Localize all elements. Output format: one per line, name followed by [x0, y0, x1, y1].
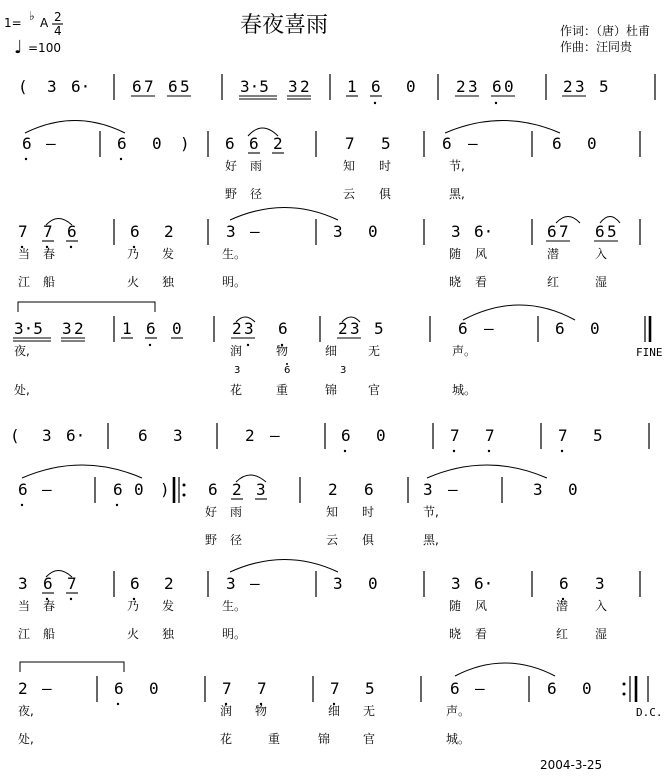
lyric: 随	[449, 599, 462, 613]
quarter-note-icon: ♩	[14, 37, 23, 58]
tempo-value: =100	[28, 41, 61, 55]
note: 3	[18, 574, 28, 593]
lyric: 红	[547, 275, 560, 289]
lyric: 发	[162, 247, 175, 261]
note: 6·	[66, 426, 86, 445]
note: 6	[43, 574, 53, 593]
lyric: 润	[220, 704, 233, 718]
lyric: 云	[326, 533, 339, 547]
note: 6·	[474, 574, 494, 593]
lyric: 生。	[222, 599, 247, 613]
fine-mark: FINE	[636, 346, 663, 359]
note: 7	[222, 679, 232, 698]
lyric: 云	[343, 187, 356, 201]
note: –	[250, 222, 260, 241]
note: 0	[587, 134, 597, 153]
note: 6	[595, 222, 605, 241]
note: 6	[114, 679, 124, 698]
key-flat: ♭	[29, 9, 35, 23]
lyric: 重	[276, 383, 289, 397]
note: 3	[226, 574, 236, 593]
note: 3	[226, 222, 236, 241]
note: 0	[152, 134, 162, 153]
note: 3	[256, 480, 266, 499]
lyric: 重	[268, 732, 281, 746]
score-line-3	[18, 208, 640, 290]
note: 2	[273, 134, 283, 153]
note: (	[10, 426, 20, 445]
lyric: 夜,	[14, 344, 30, 358]
lyric: 雨	[250, 159, 263, 173]
time-signature-top: 2	[54, 10, 62, 24]
note: 6·	[474, 222, 494, 241]
note: 6	[67, 222, 77, 241]
note: 6	[22, 134, 32, 153]
note: 3	[288, 77, 298, 96]
note: 0	[590, 319, 600, 338]
note: 0	[134, 480, 144, 499]
note: 6	[225, 134, 235, 153]
lyric: 知	[326, 505, 339, 519]
note: 5	[593, 426, 603, 445]
note: 6	[113, 480, 123, 499]
lyric: 细	[328, 704, 341, 718]
lyric: 物	[255, 704, 268, 718]
note: 7	[558, 426, 568, 445]
note: 2	[338, 319, 348, 338]
note: 0	[368, 574, 378, 593]
lyric: 发	[162, 599, 175, 613]
lyric: 看	[475, 275, 488, 289]
note: 2	[328, 480, 338, 499]
note: 6	[371, 77, 381, 96]
lyric: 花	[230, 383, 243, 397]
note: 6	[130, 574, 140, 593]
note: 7	[559, 222, 569, 241]
lyric: 独	[162, 627, 175, 641]
note: 3	[350, 319, 360, 338]
lyric: 看	[475, 627, 488, 641]
lyric: 船	[43, 627, 56, 641]
note: 0	[376, 426, 386, 445]
note: 6	[117, 134, 127, 153]
dc-mark: D.C.	[636, 706, 663, 719]
note: 3	[423, 480, 433, 499]
lyric: 乃	[127, 247, 140, 261]
note: )	[160, 480, 170, 499]
note: 7	[330, 679, 340, 698]
note: 7	[257, 679, 267, 698]
note: 6	[458, 319, 468, 338]
note: 7	[485, 426, 495, 445]
note: 5	[607, 222, 617, 241]
lyric: 无	[363, 704, 376, 718]
lyric: 节,	[449, 159, 465, 173]
note: 2	[74, 319, 84, 338]
note: 6	[168, 77, 178, 96]
note: 0	[568, 480, 578, 499]
note: 7	[450, 426, 460, 445]
lyric: 处,	[14, 383, 30, 397]
lyric: 处,	[18, 732, 34, 746]
note: 0	[172, 319, 182, 338]
note: 2	[18, 679, 28, 698]
score-line-4	[13, 302, 663, 397]
note: 0	[582, 679, 592, 698]
note: –	[42, 480, 52, 499]
lyric: 野	[205, 533, 218, 547]
note: 6	[249, 134, 259, 153]
note: 3	[575, 77, 585, 96]
lyric: 湿	[595, 275, 608, 289]
lyric: 火	[127, 627, 140, 641]
note: 1	[347, 77, 357, 96]
note: 3	[244, 319, 254, 338]
lyric: 随	[449, 247, 462, 261]
lyric: 湿	[595, 627, 608, 641]
key-prefix: 1=	[4, 16, 22, 30]
lyric: 乃	[127, 599, 140, 613]
note: 3	[595, 574, 605, 593]
note: 7	[345, 134, 355, 153]
lyric: 野	[225, 187, 238, 201]
lyric: 春	[43, 247, 56, 261]
lyric: 声。	[452, 344, 477, 358]
note: 3·5	[240, 77, 269, 96]
note: 6	[492, 77, 502, 96]
lyric: 夜,	[18, 704, 34, 718]
note: –	[448, 480, 458, 499]
key-letter: A	[40, 16, 49, 30]
lyric: 时	[362, 505, 375, 519]
lyric: 时	[379, 159, 392, 173]
lyric: 城。	[452, 383, 477, 397]
date-stamp: 2004-3-25	[540, 758, 603, 772]
note: –	[270, 426, 280, 445]
lyric: 声。	[446, 704, 471, 718]
lyric: 江	[18, 627, 31, 641]
note: 5	[374, 319, 384, 338]
note: 6	[130, 222, 140, 241]
note: 6	[552, 134, 562, 153]
lyric: 好	[225, 159, 238, 173]
lyric: 节,	[423, 505, 439, 519]
note: 0	[406, 77, 416, 96]
score-line-1	[18, 74, 655, 104]
note: 3	[62, 319, 72, 338]
lyric: 润	[230, 344, 243, 358]
lyricist: 作词：（唐）杜甫	[560, 24, 651, 38]
note: 7	[144, 77, 154, 96]
note: 2	[563, 77, 573, 96]
lyric: 知	[343, 159, 356, 173]
note: 6	[450, 679, 460, 698]
note: 3	[533, 480, 543, 499]
note: 3	[468, 77, 478, 96]
lyric: 径	[250, 187, 263, 201]
lyric: 晓	[449, 627, 462, 641]
note: 0	[149, 679, 159, 698]
lyric: 风	[475, 599, 488, 613]
note: 6	[146, 319, 156, 338]
harmony-note: 3	[340, 365, 347, 376]
note: )	[180, 134, 190, 153]
note: –	[42, 679, 52, 698]
note: –	[475, 679, 485, 698]
note: 7	[18, 222, 28, 241]
score-line-8	[18, 662, 663, 746]
note: 0	[504, 77, 514, 96]
note: 3	[42, 426, 52, 445]
note: 6	[341, 426, 351, 445]
lyric: 无	[368, 344, 381, 358]
note: 6	[132, 77, 142, 96]
note: 3	[333, 222, 343, 241]
note: 3	[451, 222, 461, 241]
composer: 作曲：汪同贵	[560, 40, 633, 54]
note: 6	[278, 319, 288, 338]
lyric: 细	[325, 344, 338, 358]
time-signature-bottom: 4	[54, 24, 62, 38]
lyric: 当	[18, 247, 31, 261]
lyric: 径	[230, 533, 243, 547]
lyric: 官	[363, 732, 376, 746]
score-line-5	[10, 423, 649, 452]
lyric: 生。	[222, 247, 247, 261]
note: 7	[67, 574, 77, 593]
note: 3·5	[14, 319, 43, 338]
lyric: 好	[205, 505, 218, 519]
note: –	[468, 134, 478, 153]
lyric: 官	[368, 383, 381, 397]
note: 2	[245, 426, 255, 445]
lyric: 雨	[230, 505, 243, 519]
lyric: 俱	[379, 187, 392, 201]
note: 1	[122, 319, 132, 338]
note: 3	[47, 77, 57, 96]
lyric: 明。	[222, 275, 247, 289]
lyric: 锦	[318, 732, 331, 746]
lyric: 黑,	[423, 533, 439, 547]
note: 7	[43, 222, 53, 241]
lyric: 潜	[556, 599, 569, 613]
note: 0	[368, 222, 378, 241]
note: 6	[547, 222, 557, 241]
score-line-2	[22, 121, 640, 202]
note: 2	[164, 574, 174, 593]
note: 6	[364, 480, 374, 499]
lyric: 俱	[362, 533, 375, 547]
note: –	[250, 574, 260, 593]
note: 6	[18, 480, 28, 499]
note: 2	[232, 319, 242, 338]
lyric: 物	[276, 344, 289, 358]
header	[4, 9, 650, 58]
note: 3	[333, 574, 343, 593]
note: 5	[599, 77, 609, 96]
lyric: 独	[162, 275, 175, 289]
lyric: 春	[43, 599, 56, 613]
note: 5	[180, 77, 190, 96]
lyric: 黑,	[449, 187, 465, 201]
lyric: 红	[556, 627, 569, 641]
lyric: 入	[595, 247, 608, 261]
note: 6	[208, 480, 218, 499]
lyric: 火	[127, 275, 140, 289]
note: 2	[232, 480, 242, 499]
lyric: 船	[43, 275, 56, 289]
note: 6	[138, 426, 148, 445]
note: 6	[442, 134, 452, 153]
note: 6·	[71, 77, 91, 96]
lyric: 锦	[325, 383, 338, 397]
note: 3	[173, 426, 183, 445]
note: 2	[300, 77, 310, 96]
lyric: 城。	[446, 732, 471, 746]
note: –	[46, 134, 56, 153]
harmony-note: 6	[284, 365, 291, 376]
note: 2	[456, 77, 466, 96]
note: 5	[365, 679, 375, 698]
page-title: 春夜喜雨	[240, 13, 329, 38]
lyric: 潜	[547, 247, 560, 261]
lyric: 晓	[449, 275, 462, 289]
note: 6	[547, 679, 557, 698]
note: (	[18, 77, 28, 96]
lyric: 入	[595, 599, 608, 613]
lyric: 明。	[222, 627, 247, 641]
harmony-note: 3	[234, 365, 241, 376]
lyric: 风	[475, 247, 488, 261]
lyric: 江	[18, 275, 31, 289]
score-line-7	[18, 560, 640, 642]
lyric: 花	[220, 732, 233, 746]
note: –	[484, 319, 494, 338]
note: 5	[381, 134, 391, 153]
score-line-6	[18, 465, 578, 547]
note: 3	[451, 574, 461, 593]
lyric: 当	[18, 599, 31, 613]
note: 6	[555, 319, 565, 338]
note: 6	[559, 574, 569, 593]
note: 2	[164, 222, 174, 241]
